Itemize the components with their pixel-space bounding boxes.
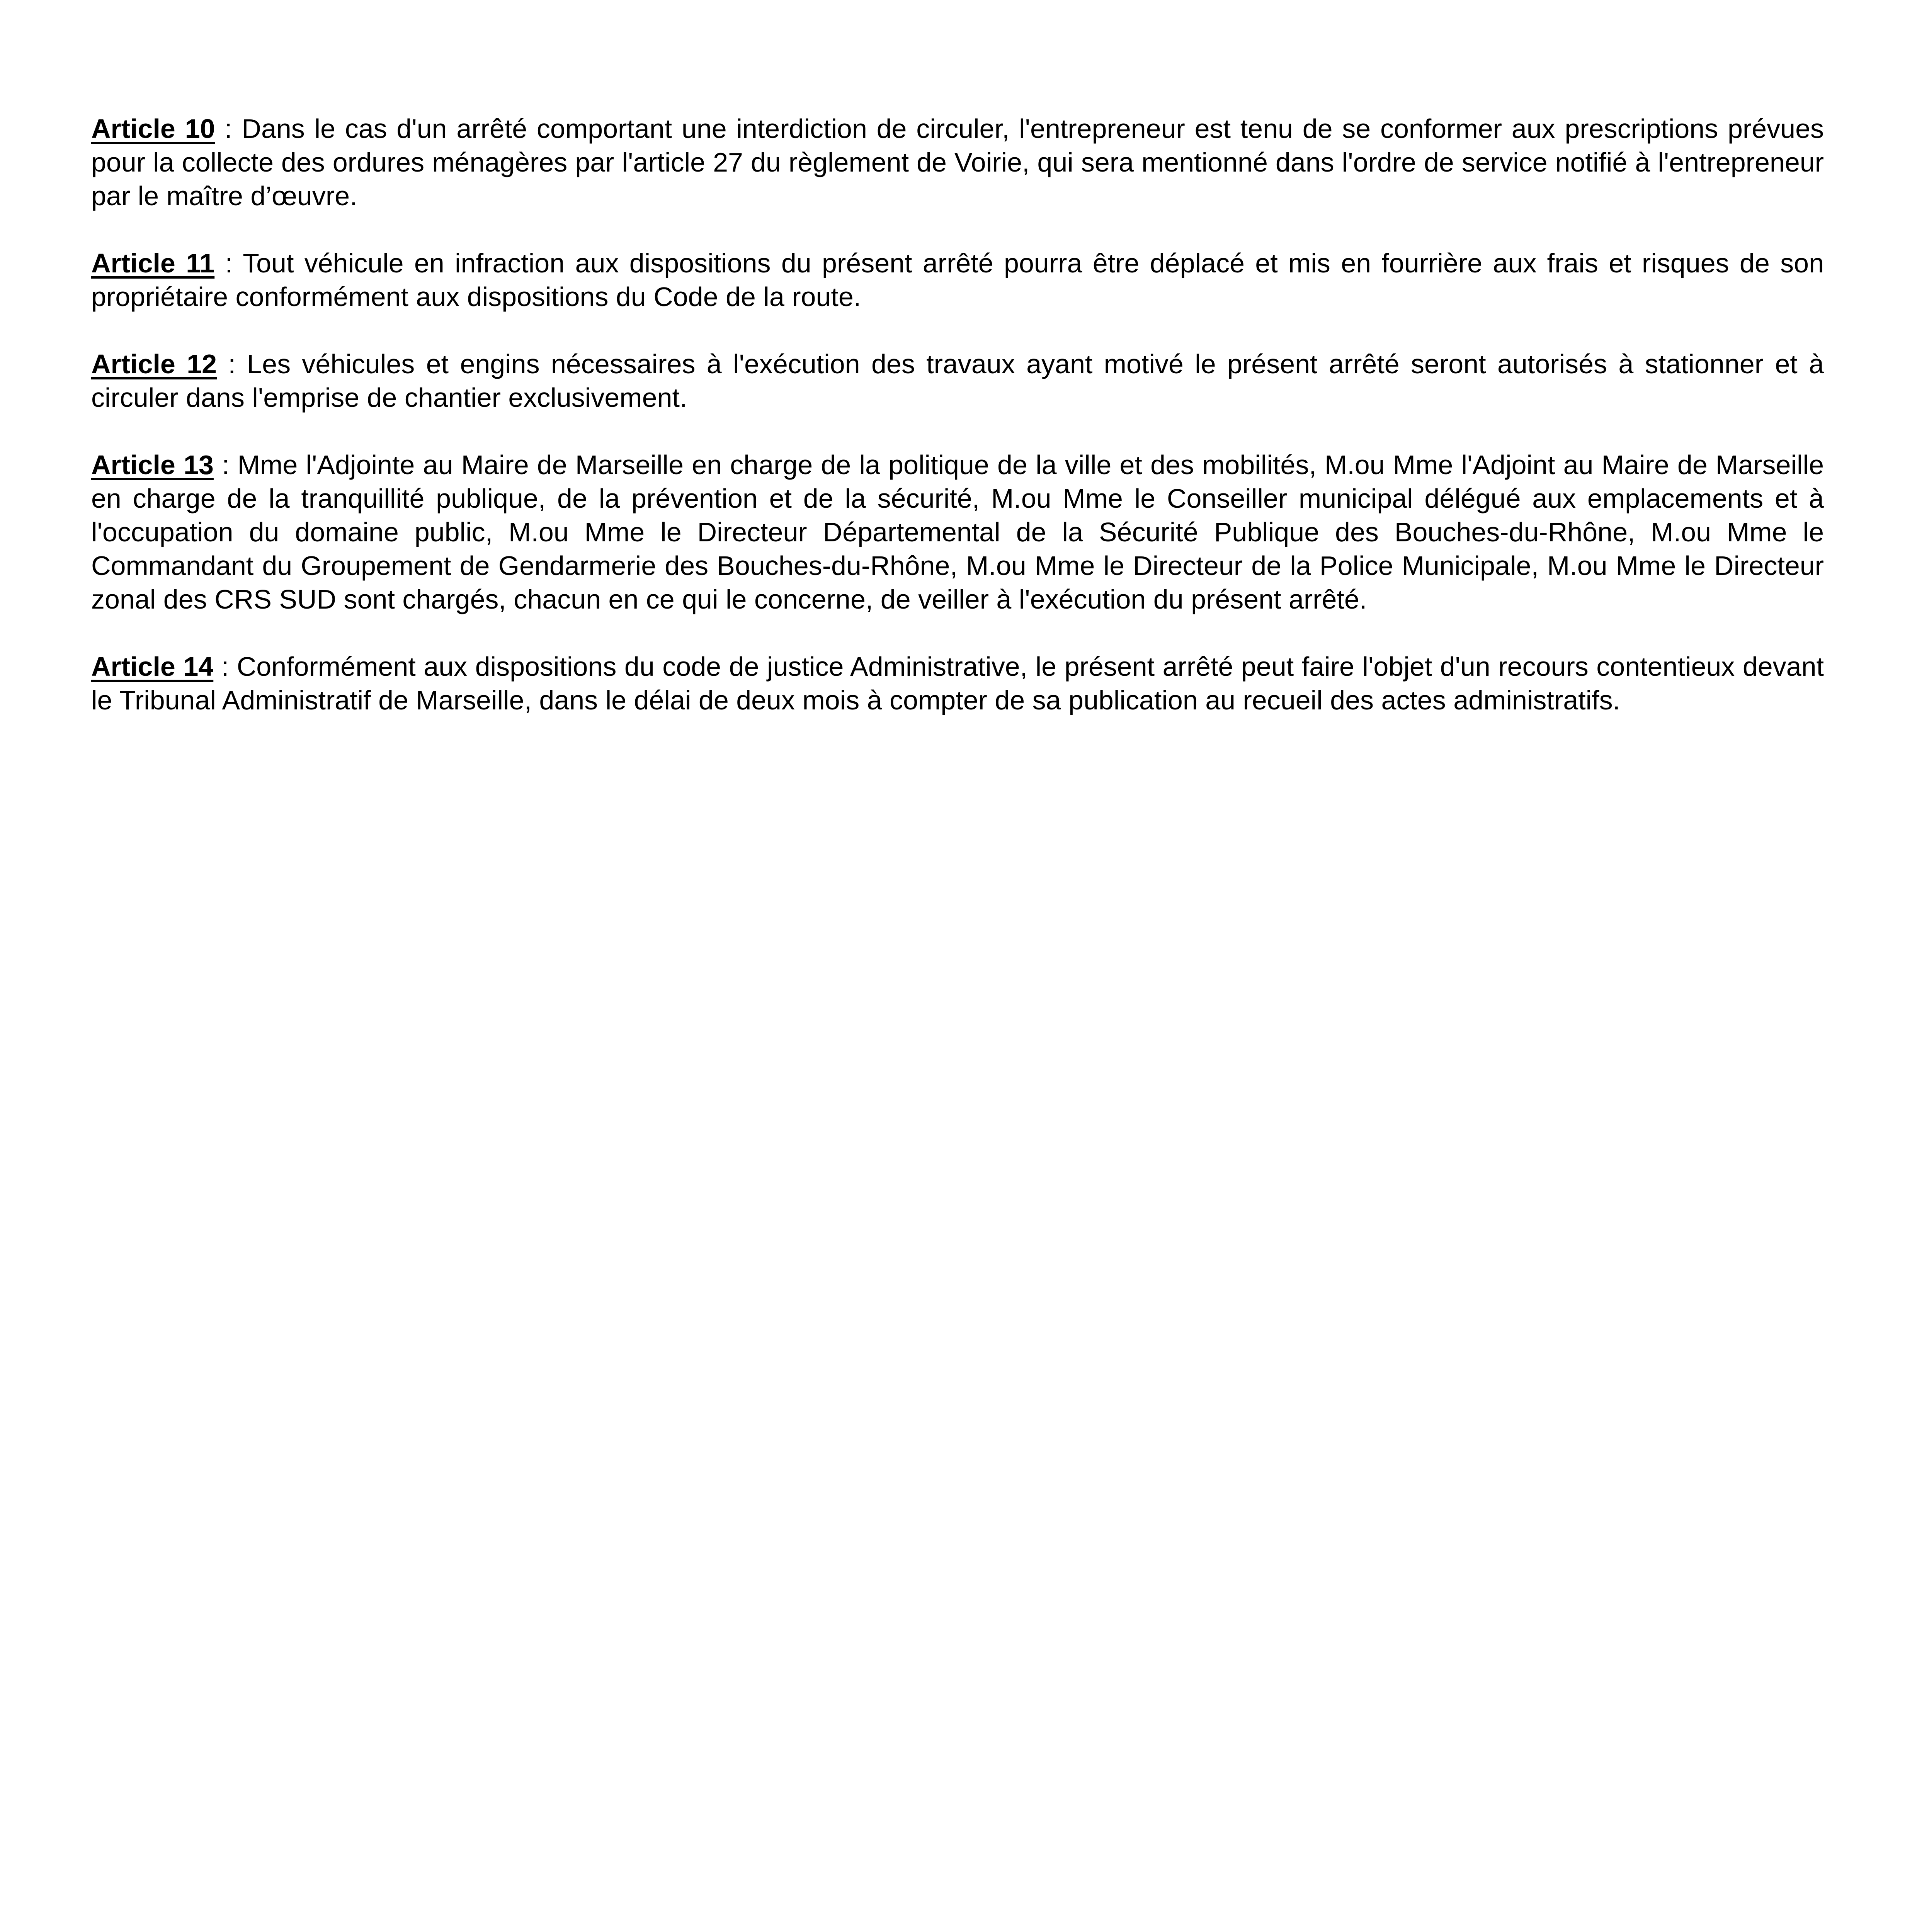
article-10-title: Article 10 xyxy=(91,114,215,144)
article-11-title: Article 11 xyxy=(91,248,215,278)
article-14-title: Article 14 xyxy=(91,651,214,682)
article-10 xyxy=(91,112,1824,213)
article-11 xyxy=(91,247,1824,314)
article-14-text: : Conformément aux dispositions du code de justice Administrative, le présent arrêté peut faire l'objet d'un recours contentieux devant le Tribunal Administratif de Marseille, dans le délai de deux mois à compter de sa publication au recueil des actes administratifs. xyxy=(91,651,1824,715)
article-12-text: : Les véhicules et engins nécessaires à l'exécution des travaux ayant motivé le présent arrêté seront autorisés à stationner et à circuler dans l'emprise de chantier exclusivement. xyxy=(91,349,1824,413)
article-13-title: Article 13 xyxy=(91,450,214,480)
articles-section xyxy=(91,112,1824,751)
article-10-text: : Dans le cas d'un arrêté comportant une interdiction de circuler, l'entrepreneur est tenu de se conformer aux prescriptions prévues pour la collecte des ordures ménagères par l'article 27 du règlement de Voirie, qui sera mentionné dans l'ordre de service notifié à l'entrepreneur par le maître d’œuvre. xyxy=(91,114,1824,211)
article-11-text: : Tout véhicule en infraction aux dispositions du présent arrêté pourra être déplacé et mis en fourrière aux frais et risques de son propriétaire conformément aux dispositions du Code de la route. xyxy=(91,248,1824,312)
article-13 xyxy=(91,448,1824,616)
article-12-title: Article 12 xyxy=(91,349,217,379)
article-12 xyxy=(91,347,1824,415)
article-13-text: : Mme l'Adjointe au Maire de Marseille en charge de la politique de la ville et des mobilités, M.ou Mme l'Adjoint au Maire de Marseille en charge de la tranquillité publique, de la prévention et de la sécurité, M.ou Mme le Conseiller municipal délégué aux emplacements et à l'occupation du domaine public, M.ou Mme le Directeur Départemental de la Sécurité Publique des Bouches-du-Rhône, M.ou Mme le Commandant du Groupement de Gendarmerie des Bouches-du-Rhône, M.ou Mme le Directeur de la Police Municipale, M.ou Mme le Directeur zonal des CRS SUD sont chargés, chacun en ce qui le concerne, de veiller à l'exécution du présent arrêté. xyxy=(91,450,1824,614)
article-14 xyxy=(91,650,1824,717)
